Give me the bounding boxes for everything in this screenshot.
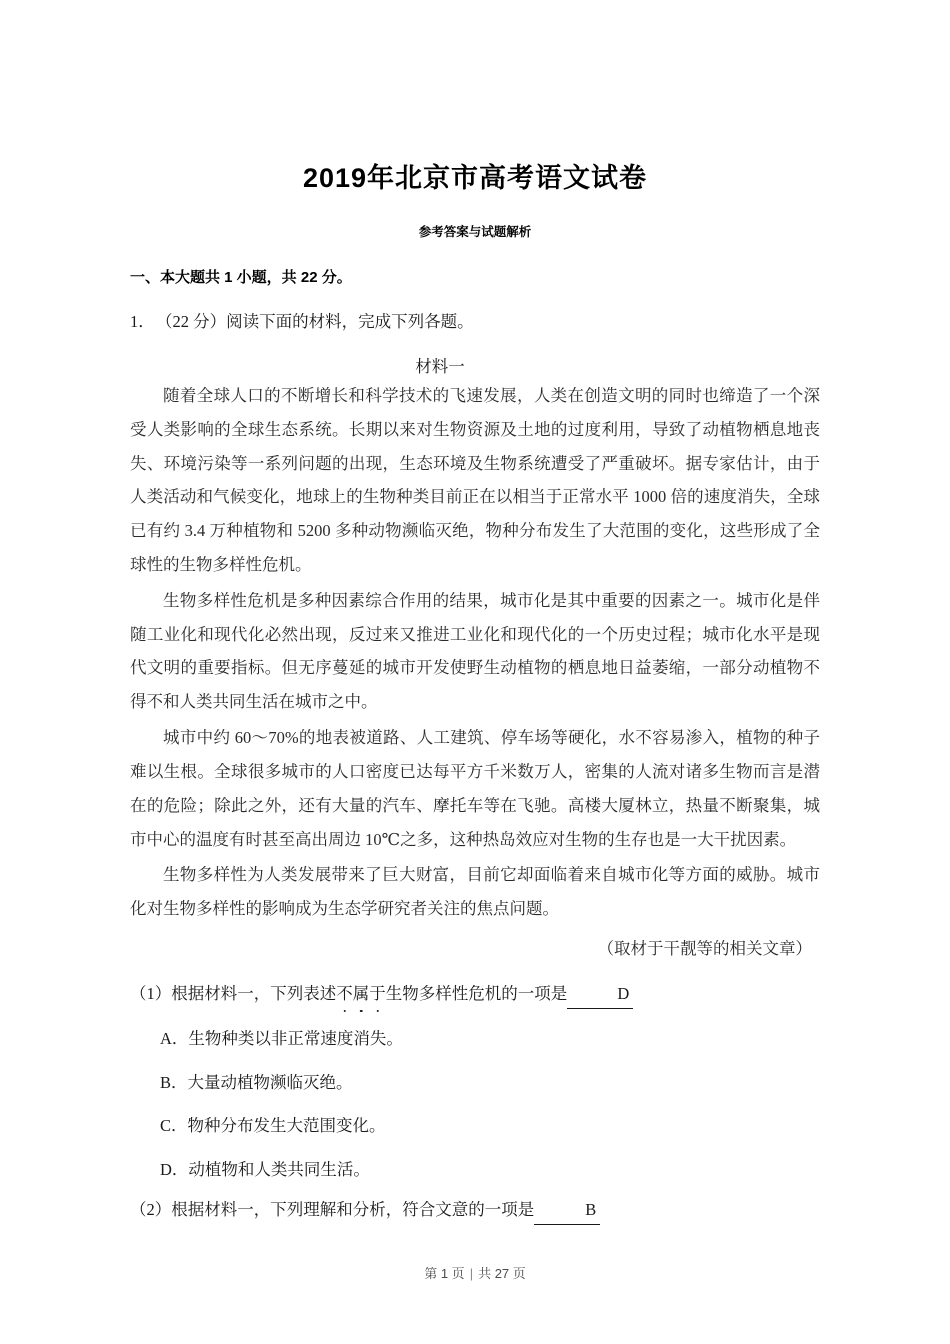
subquestion-text-after: 生物多样性危机的一项是 <box>385 983 568 1003</box>
question-stem <box>130 287 820 335</box>
page-title: 2019年北京市高考语文试卷 <box>302 163 648 193</box>
option-letter: A． <box>160 1029 189 1049</box>
option-text: 大量动植物濒临灭绝。 <box>187 1072 353 1092</box>
subquestion-text-before: 根据材料一，下列理解和分析，符合文意的一项是 <box>171 1199 535 1219</box>
subquestion-number: （2） <box>130 1199 172 1219</box>
subquestion-number: （1） <box>130 983 172 1003</box>
option-b <box>130 1053 820 1096</box>
option-c <box>130 1096 820 1139</box>
subquestion-1 <box>130 965 820 1009</box>
option-text: 生物种类以非正常速度消失。 <box>188 1029 403 1049</box>
material-paragraph: 城市中约 60～70%的地表被道路、人工建筑、停车场等硬化，水不容易渗入，植物的种子难以生根。全球很多城市的人口密度已达每平方千米数万人，密集的人流对诸多生物而言是潜在的危险；除此之外，还有大量的汽车、摩托车等在飞驰。高楼大厦林立，热量不断聚集，城市中心的温度有时甚至高出周边 10℃之多，这种热岛效应对生物的生存也是一大干扰因素。 <box>130 728 820 849</box>
source-attribution: （取材于干靓等的相关文章） <box>597 938 812 958</box>
answer-blank: B <box>534 1197 600 1225</box>
footer-current-page: 第 1 页 <box>424 1266 465 1281</box>
subquestion-2 <box>130 1183 820 1225</box>
option-letter: C． <box>160 1116 188 1136</box>
material-paragraph: 随着全球人口的不断增长和科学技术的飞速发展，人类在创造文明的同时也缔造了一个深受人类影响的全球生态系统。长期以来对生物资源及土地的过度利用，导致了动植物栖息地丧失、环境污染等一系列问题的出现，生态环境及生物系统遭受了严重破坏。据专家估计，由于人类活动和气候变化，地球上的生物种类目前正在以相当于正常水平 1000 倍的速度消失，全球已有约 3.4 万种植物和 5200 多种动物濒临灭绝，物种分布发生了大范围的变化，这些形成了全球性的生物多样性危机。 <box>130 385 820 575</box>
option-a <box>130 1009 820 1052</box>
material-label: 材料一 <box>415 356 465 376</box>
material-paragraph: 生物多样性为人类发展带来了巨大财富，目前它却面临着来自城市化等方面的威胁。城市化对生物多样性的影响成为生态学研究者关注的焦点问题。 <box>130 865 820 919</box>
footer-total-pages: 共 27 页 <box>478 1266 526 1281</box>
question-stem-text: （22 分）阅读下面的材料，完成下列各题。 <box>156 312 474 332</box>
option-letter: D． <box>160 1159 189 1179</box>
page-footer <box>0 1263 950 1282</box>
emphasis-char: 于 <box>369 981 386 1007</box>
option-d <box>130 1140 820 1183</box>
emphasis-char: 属 <box>353 981 370 1007</box>
answer-blank: D <box>567 981 633 1009</box>
footer-separator: | <box>469 1266 474 1281</box>
subquestion-text-before: 根据材料一，下列表述 <box>171 983 337 1003</box>
material-paragraph: 生物多样性危机是多种因素综合作用的结果，城市化是其中重要的因素之一。城市化是伴随工业化和现代化必然出现，反过来又推进工业化和现代化的一个历史过程；城市化水平是现代文明的重要指标。但无序蔓延的城市开发使野生动植物的栖息地日益萎缩，一部分动植物不得不和人类共同生活在城市之中。 <box>130 590 820 712</box>
emphasis-char: 不 <box>336 981 353 1007</box>
option-letter: B． <box>160 1072 188 1092</box>
section-heading: 一、本大题共 1 小题，共 22 分。 <box>130 269 352 287</box>
option-text: 物种分布发生大范围变化。 <box>187 1116 386 1136</box>
document-subtitle: 参考答案与试题解析 <box>418 225 532 240</box>
question-number: 1． <box>130 312 155 332</box>
option-text: 动植物和人类共同生活。 <box>188 1159 370 1179</box>
